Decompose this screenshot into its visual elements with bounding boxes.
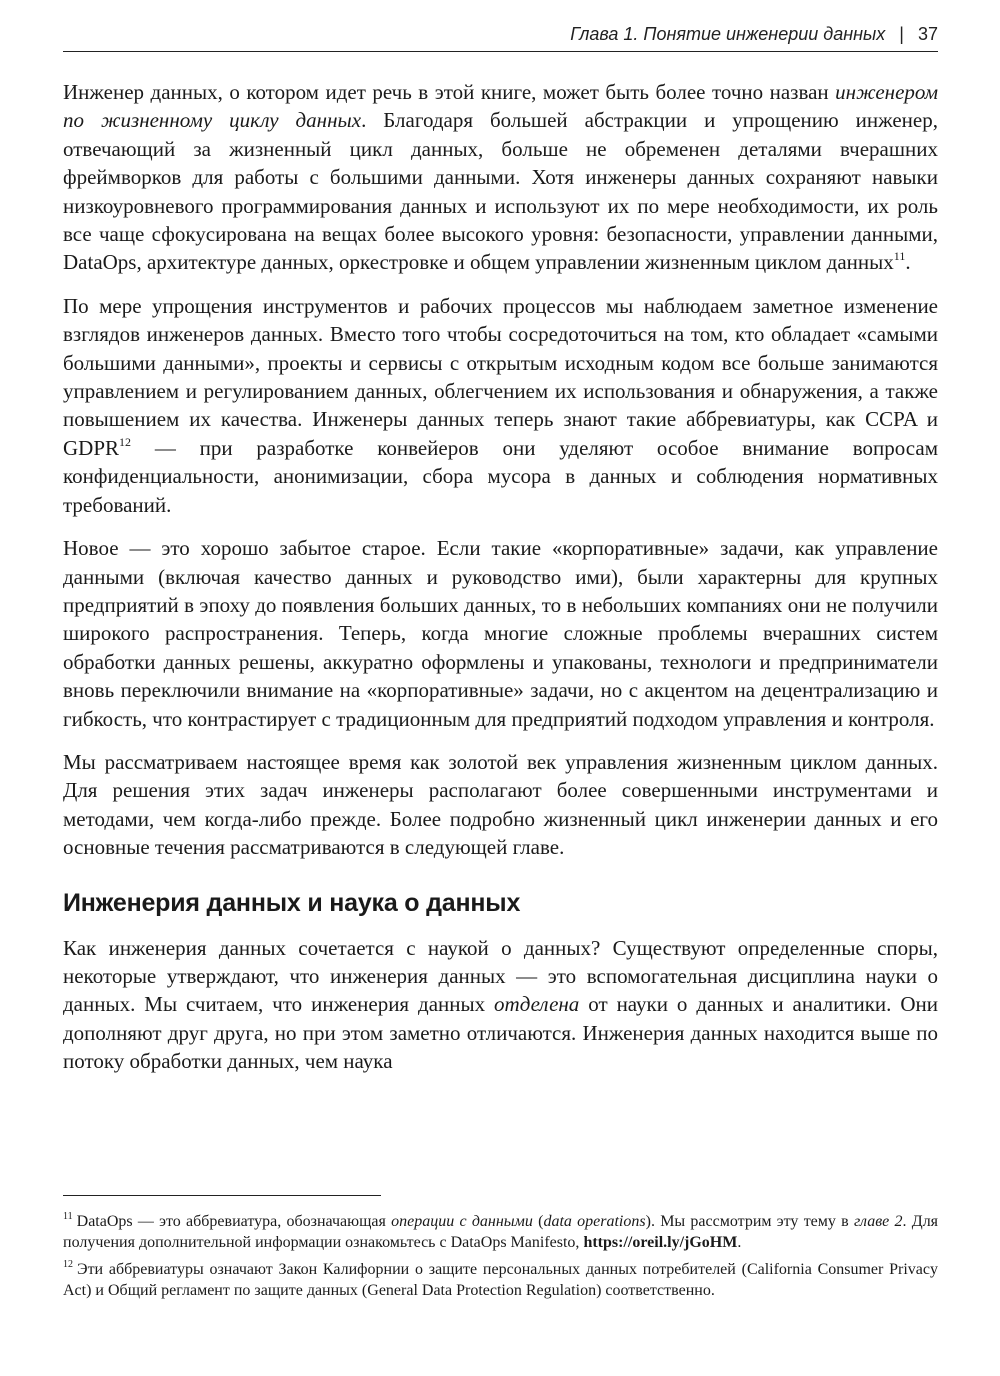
footnote-link[interactable]: https://oreil.ly/jGoHM [583, 1234, 738, 1251]
footnote-11: $^{11}$ DataOps — это аббревиатура, обозначающая операции с данными (data operations). Мы рассмотрим эту тему в главе 2. Для получения дополнительной информации ознакомьтесь с DataOps Manifesto, https://oreil.ly/jGoHM. [63, 1211, 939, 1251]
footnote-ref-12: 12 [119, 434, 132, 449]
section-title: Инженерия данных и наука о данных [63, 888, 521, 917]
footnote-12: $^{12}$ Эти аббревиатуры означают Закон Калифорнии о защите персональных данных потребителей (California Consumer Privacy Act) и Общий регламент по защите данных (General Data Protection Regulation) соответственно. [63, 1259, 938, 1299]
footnote-ref-11: 11 [893, 249, 906, 264]
footnote-divider [63, 1195, 381, 1196]
emphasis-separated: отделена [494, 992, 580, 1017]
paragraph-1: Инженер данных, о котором идет речь в этой книге, может быть более точно назван инженером по жизненному циклу данных. Благодаря большей абстракции и упрощению инженер, отвечающий за жизненный цикл данных, больше не обременен деталями вчерашних фреймворков для работы с большими данными. Хотя инженеры данных сохраняют навыки низкоуровневого программирования данных и используют их по мере необходимости, их роль все чаще сфокусирована на вещах более высокого уровня: безопасности, управлении данными, DataOps, архитектуре данных, оркестровке и общем управлении жизненным циклом данных$^{11}$. [63, 80, 938, 275]
header-separator: | [899, 24, 904, 44]
paragraph-2: По мере упрощения инструментов и рабочих процессов мы наблюдаем заметное изменение взглядов инженеров данных. Вместо того чтобы сосредоточиться на том, кто обладает «самыми большими данными», проекты и сервисы с открытым исходным кодом все больше занимаются управлением и регулированием данных, облегчением их использования и обнаружения, а также повышением их качества. Инженеры данных теперь знают такие аббревиатуры, как CCPA и GDPR$^{12}$ — при разработке конвейеров они уделяют особое внимание вопросам конфиденциальности, анонимизации, сбора мусора в данных и соблюдения нормативных требований. [63, 293, 938, 517]
body-text [63, 78, 938, 1091]
running-header [63, 24, 938, 52]
paragraph-3: Новое — это хорошо забытое старое. Если такие «корпоративные» задачи, как управление данными (включая качество данных и руководство ими), были характерны для крупных предприятий в эпоху до появления больших данных, то в небольших компаниях они не получили широкого распространения. Теперь, когда многие сложные проблемы вчерашних систем обработки данных решены, аккуратно оформлены и упакованы, технологи и предприниматели вновь переключили внимание на «корпоративные» задачи, но с акцентом на децентрализацию и гибкость, что контрастирует с традиционным для предприятий подходом управления и контроля. [63, 536, 938, 731]
page-number: 37 [917, 24, 938, 44]
footnotes [63, 1211, 938, 1307]
footnote-number-12: 12 [63, 1259, 73, 1270]
chapter-title: Глава 1. Понятие инженерии данных [570, 24, 886, 44]
emphasis-lifecycle-engineer: инженером по жизненному циклу данных [63, 80, 938, 133]
paragraph-5: Как инженерия данных сочетается с наукой о данных? Существуют определенные споры, некоторые утверждают, что инженерия данных — это вспомогательная дисциплина науки о данных. Мы считаем, что инженерия данных отделена от науки о данных и аналитики. Они дополняют друг друга, но при этом заметно отличаются. Инженерия данных находится выше по потоку обработки данных, чем наука [63, 935, 938, 1074]
book-page [63, 0, 938, 1376]
footnote-number-11: 11 [63, 1211, 73, 1222]
paragraph-4: Мы рассматриваем настоящее время как золотой век управления жизненным циклом данных. Для решения этих задач инженеры располагают более совершенными инструментами и методами, чем когда-либо прежде. Более подробно жизненный цикл инженерии данных и его основные течения рассматриваются в следующей главе. [63, 749, 938, 860]
